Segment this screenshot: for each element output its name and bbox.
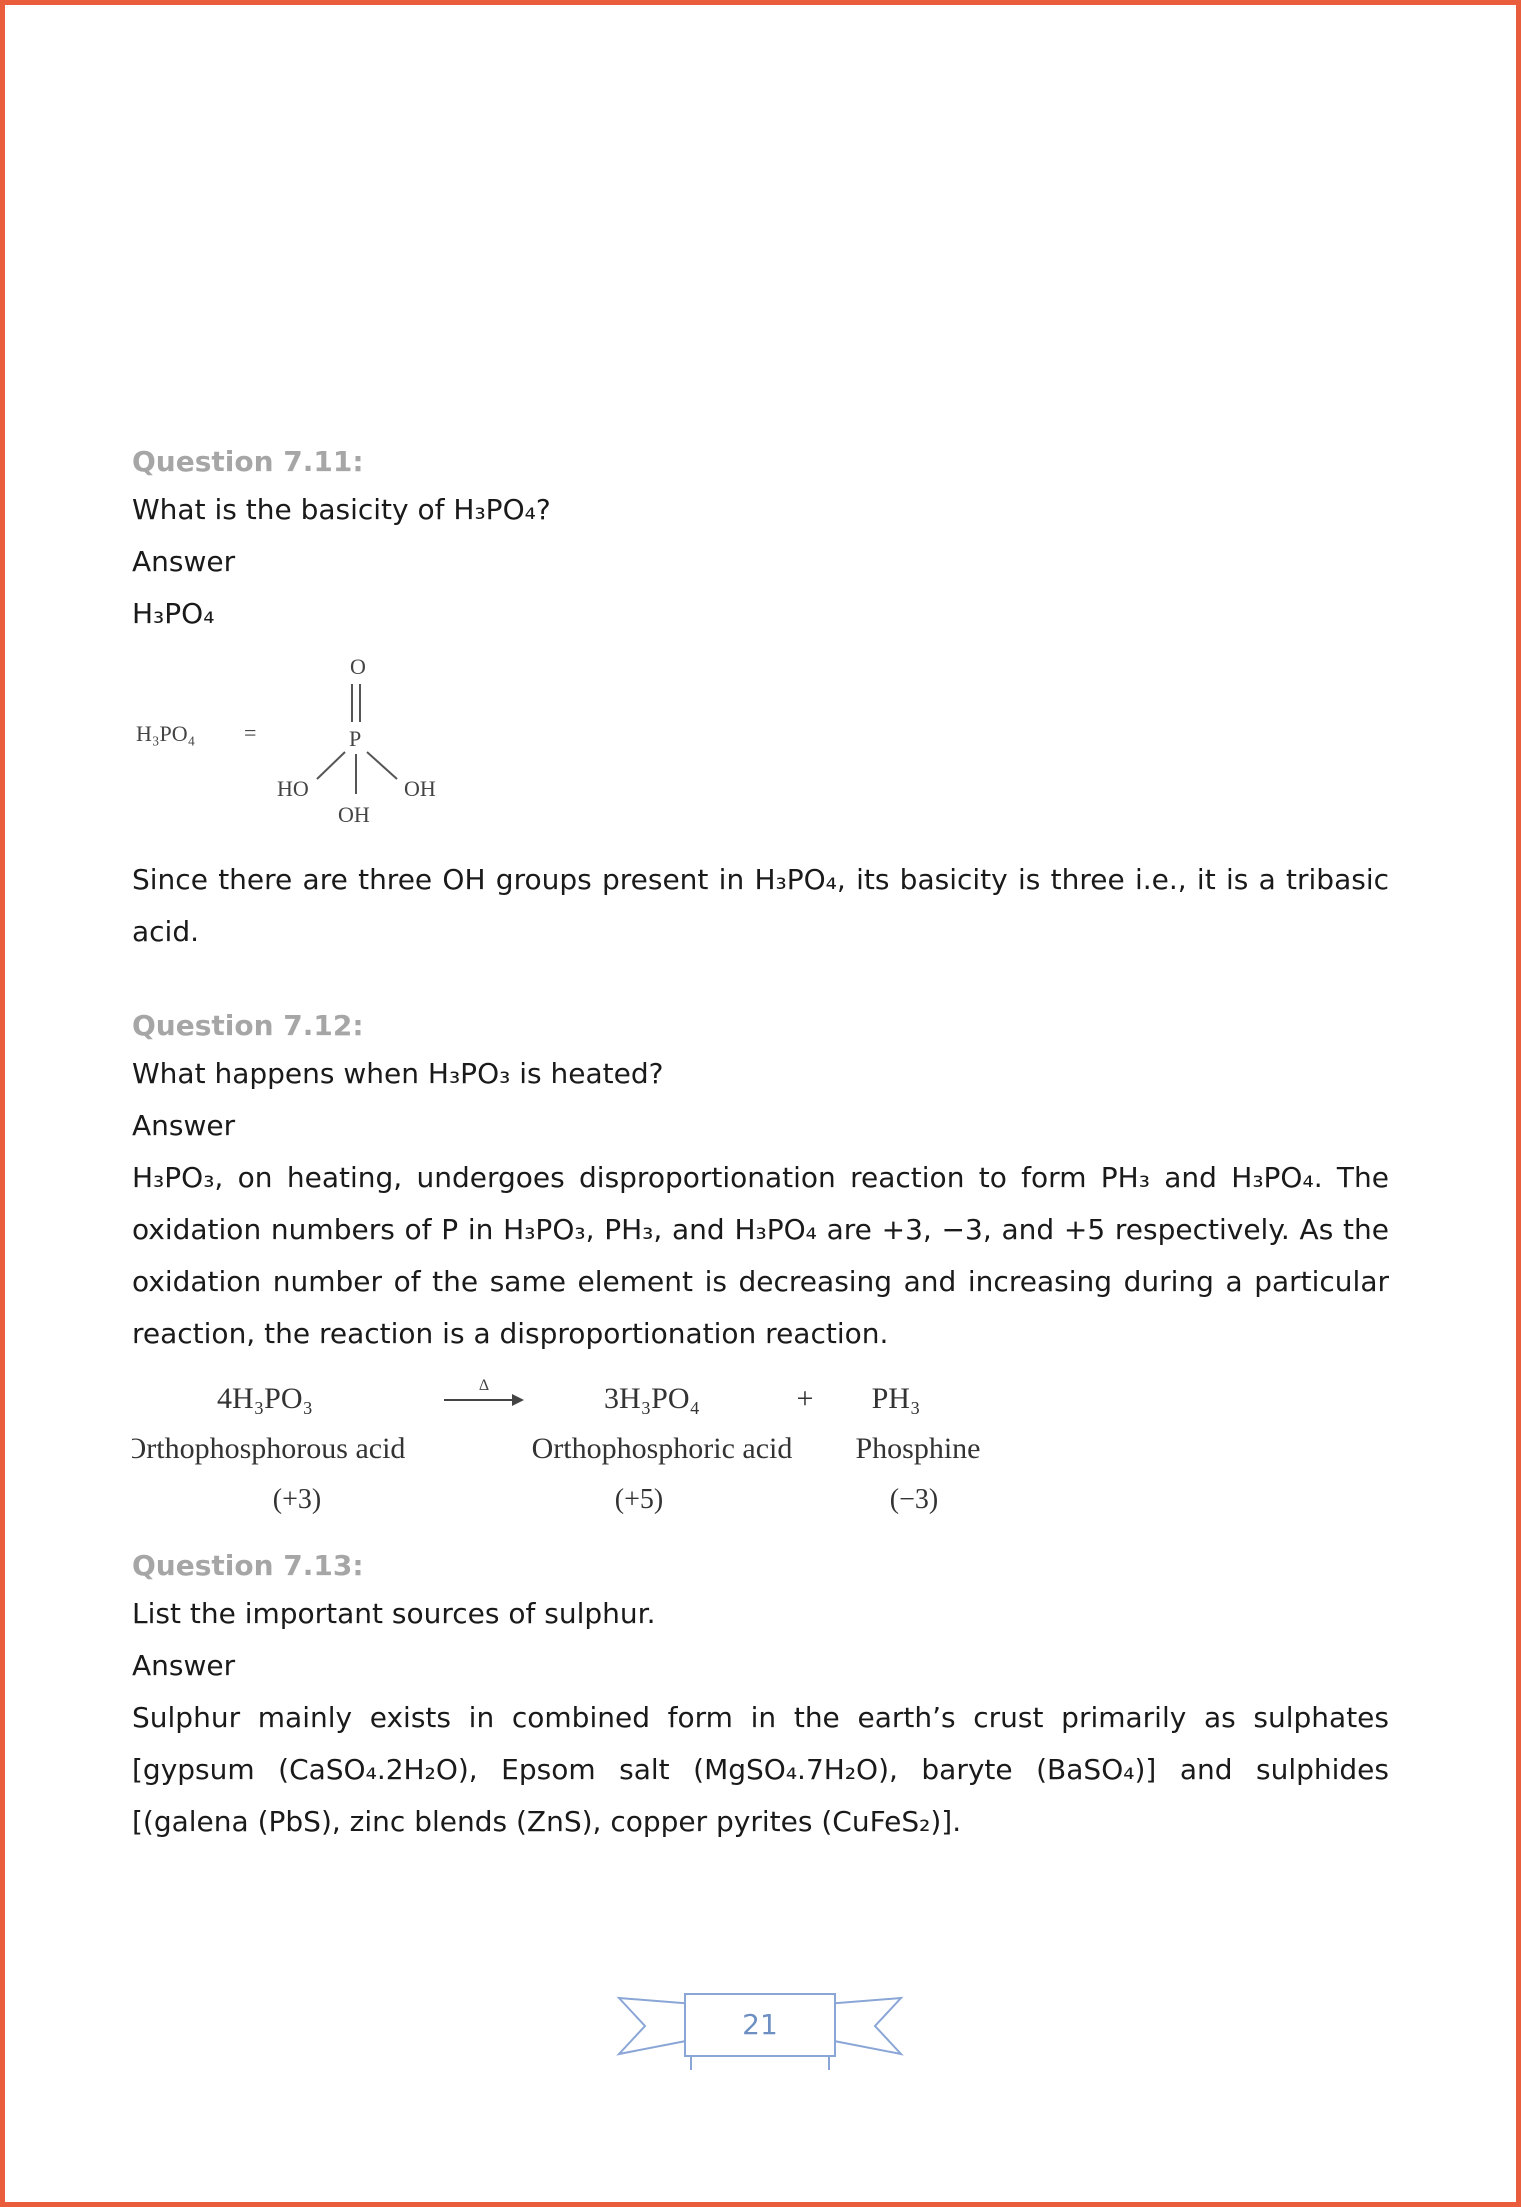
question-text: What is the basicity of H₃PO₄? bbox=[132, 493, 551, 526]
phosphoric-acid-structure bbox=[132, 644, 1389, 854]
formula-text: H₃PO₄ bbox=[132, 597, 215, 630]
page-number-ribbon bbox=[615, 1990, 905, 2080]
answer-label: Answer bbox=[132, 545, 236, 578]
structure-center-atom: P bbox=[349, 726, 362, 751]
reaction-diagram bbox=[132, 1366, 992, 1526]
reactant-formula: 4H₃PO₃ bbox=[217, 1382, 313, 1415]
answer-label: Answer bbox=[132, 1109, 236, 1142]
answer-explanation: H₃PO₃, on heating, undergoes disproportionation reaction to form PH₃ and H₃PO₄. The oxidation numbers of P in H₃PO₃, PH₃, and H₃PO₄ are +3, −3, and +5 respectively. As the oxidation number of the same element is decreasing and increasing during a particular reaction, the reaction is a disproportionation reaction. bbox=[132, 1161, 1389, 1350]
disproportionation-reaction bbox=[132, 1366, 1389, 1526]
reactant-oxidation: (+3) bbox=[272, 1484, 322, 1515]
question-heading: Question 7.13: bbox=[132, 1549, 364, 1582]
question-text: List the important sources of sulphur. bbox=[132, 1597, 656, 1630]
answer-explanation: Since there are three OH groups present in H₃PO₄, its basicity is three i.e., it is a tribasic acid. bbox=[132, 863, 1389, 948]
product2-name: Phosphine bbox=[855, 1432, 981, 1465]
question-heading: Question 7.11: bbox=[132, 445, 364, 478]
structure-equals: = bbox=[244, 720, 257, 745]
bond-right bbox=[367, 752, 397, 779]
structure-diagram bbox=[132, 644, 492, 854]
product1-oxidation: (+5) bbox=[614, 1484, 664, 1515]
page-number: 21 bbox=[742, 2008, 778, 2041]
plus-sign: + bbox=[796, 1382, 814, 1415]
structure-top-atom: O bbox=[350, 654, 366, 679]
reaction-arrowhead bbox=[512, 1394, 524, 1406]
product2-formula: PH₃ bbox=[871, 1382, 921, 1415]
product1-formula: 3H₃PO₄ bbox=[604, 1382, 700, 1415]
product2-oxidation: (−3) bbox=[889, 1484, 939, 1515]
product1-name: Orthophosphoric acid bbox=[531, 1432, 793, 1465]
answer-explanation: Sulphur mainly exists in combined form in the earth’s crust primarily as sulphates [gypsum (CaSO₄.2H₂O), Epsom salt (MgSO₄.7H₂O), baryte (BaSO₄)] and sulphides [(galena (PbS), zinc blends (ZnS), copper pyrites (CuFeS₂)]. bbox=[132, 1701, 1389, 1838]
structure-right-group: OH bbox=[404, 776, 436, 801]
answer-label: Answer bbox=[132, 1649, 236, 1682]
structure-bottom-group: OH bbox=[338, 802, 370, 827]
reactant-name: Orthophosphorous acid bbox=[132, 1432, 406, 1465]
question-heading: Question 7.12: bbox=[132, 1009, 364, 1042]
structure-left-group: HO bbox=[277, 776, 309, 801]
question-text: What happens when H₃PO₃ is heated? bbox=[132, 1057, 664, 1090]
page-content bbox=[132, 440, 1389, 1848]
bond-left bbox=[317, 752, 345, 779]
heat-symbol: Δ bbox=[478, 1377, 490, 1394]
structure-lhs: H₃PO₄ bbox=[136, 721, 196, 746]
